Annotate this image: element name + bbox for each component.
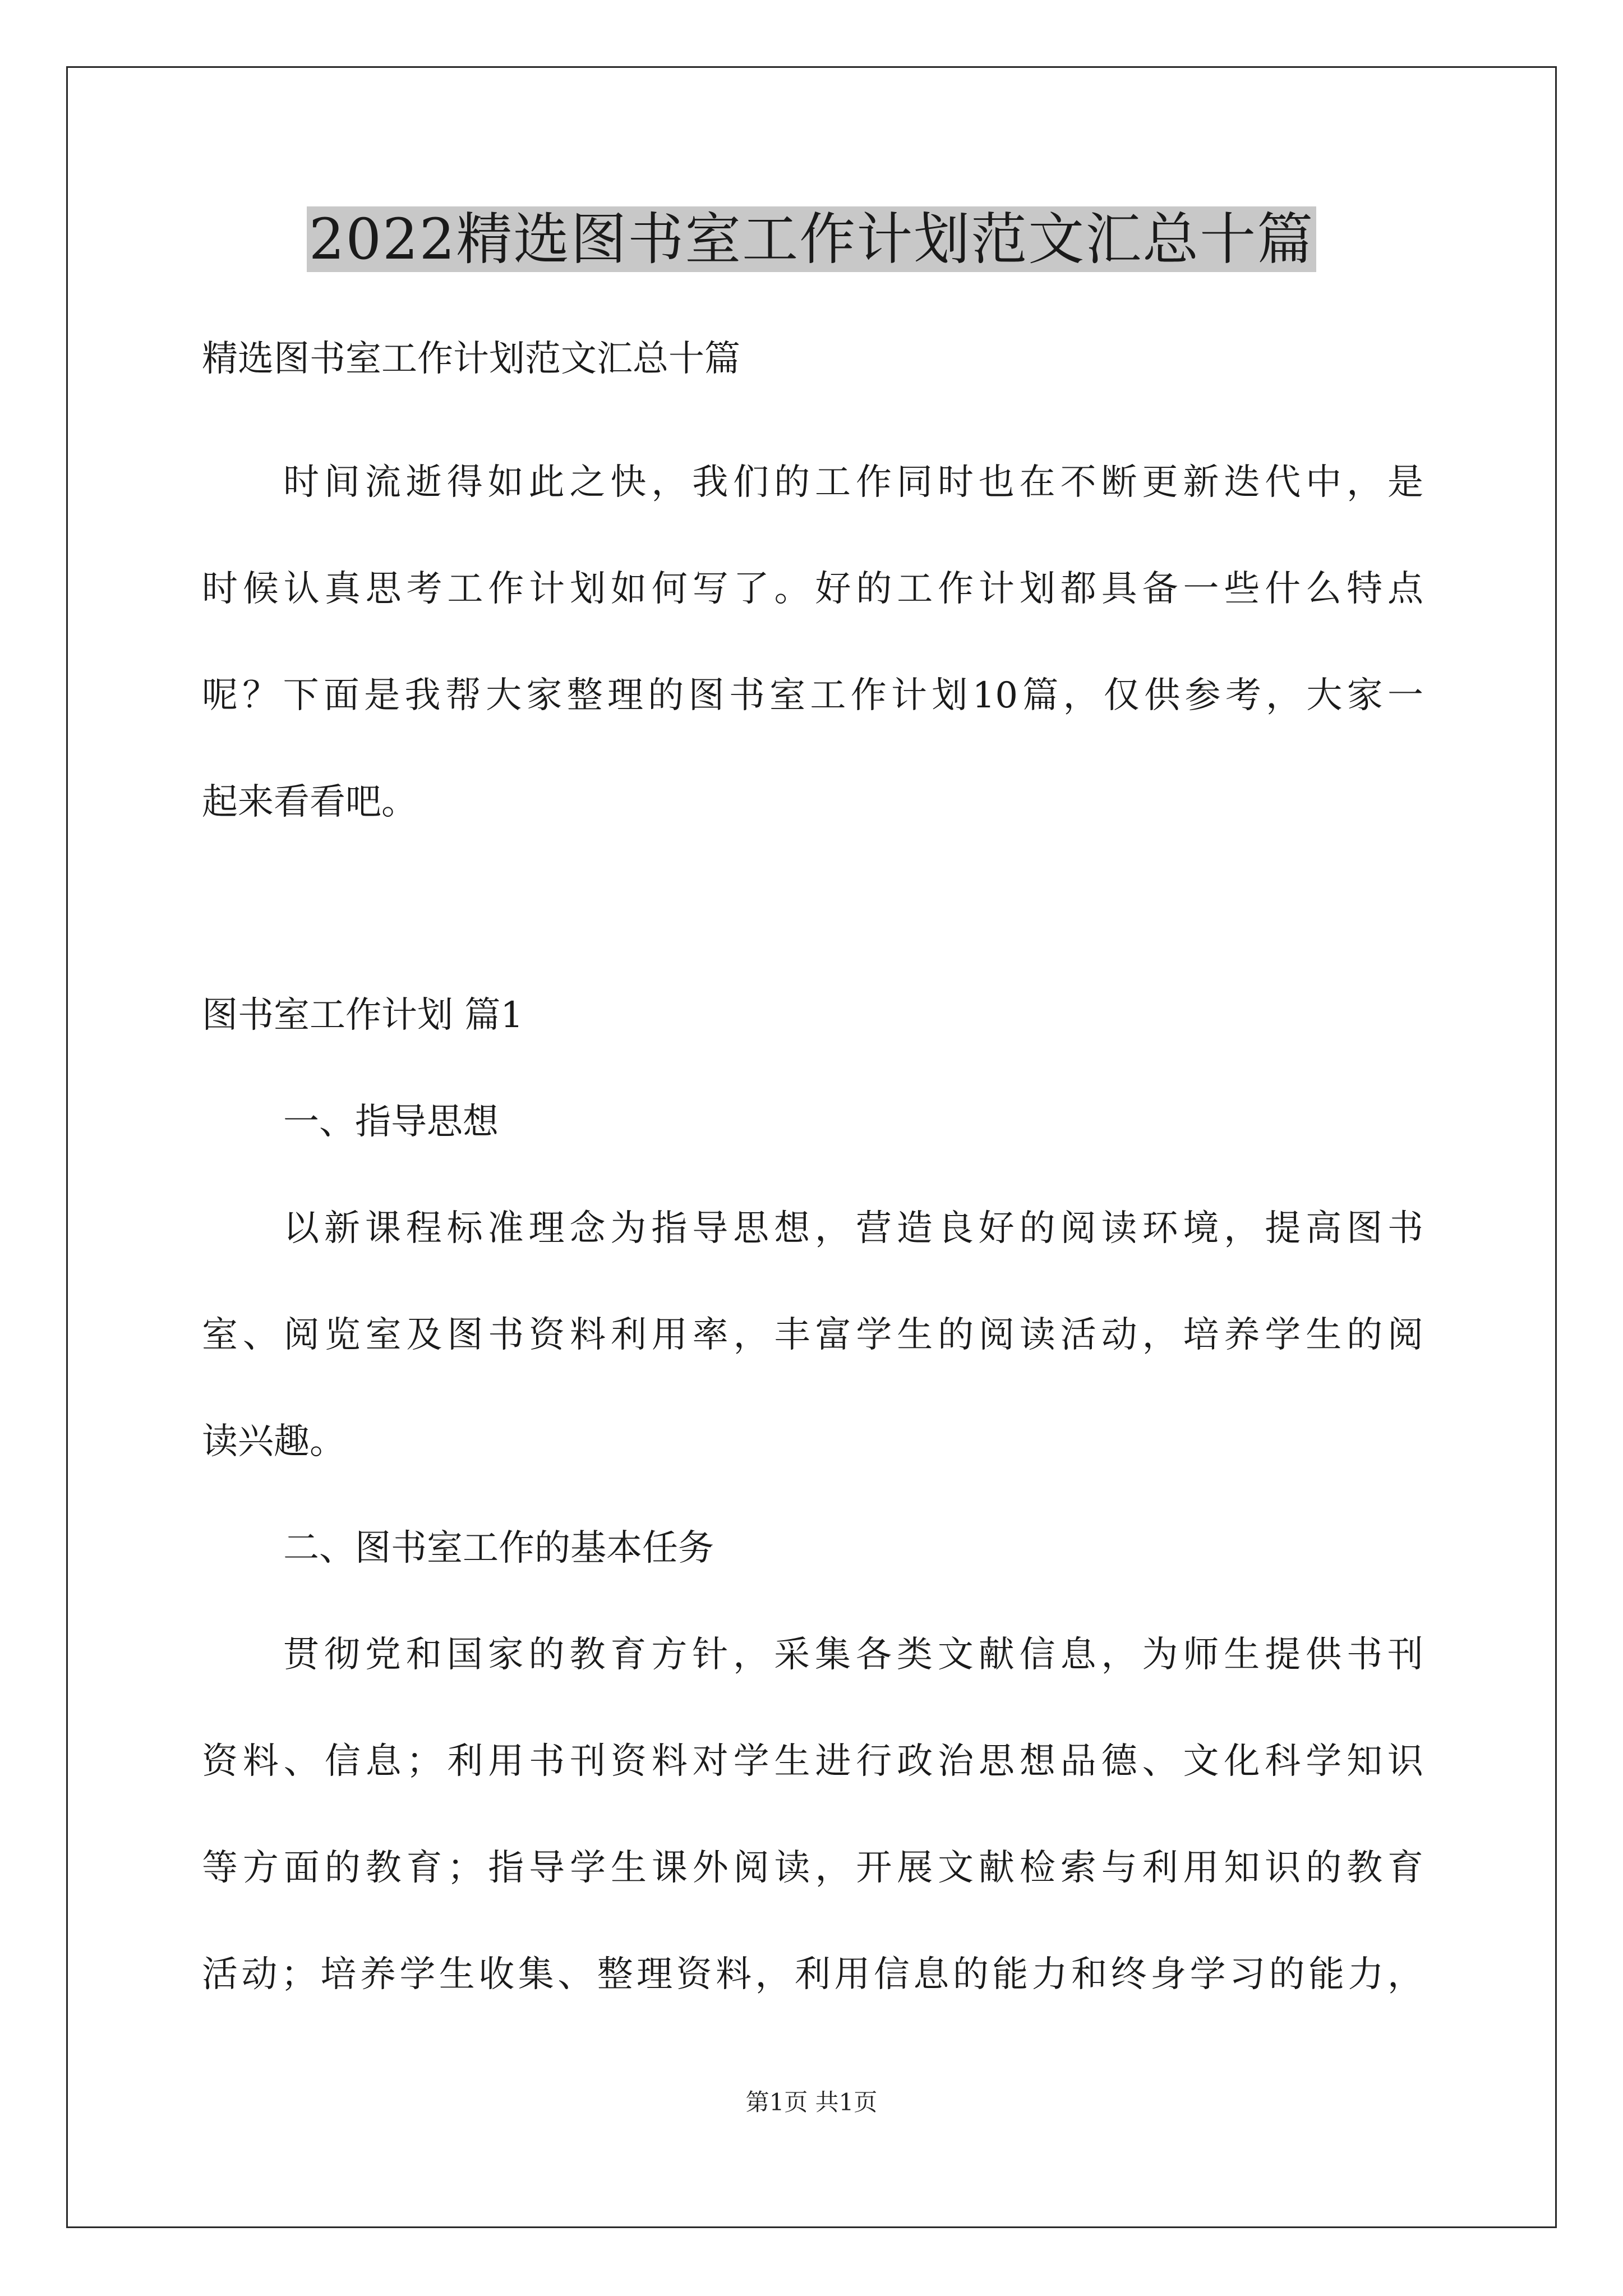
paragraph-line-7: 活动；培养学生收集、整理资料，利用信息的能力和终身学习的能力， <box>202 1954 1423 1995</box>
paragraph-line-5: 资料、信息；利用书刊资料对学生进行政治思想品德、文化科学知识 <box>202 1741 1423 1782</box>
paragraph-line-1: 以新课程标准理念为指导思想，营造良好的阅读环境，提高图书 <box>283 1208 1423 1249</box>
paragraph-line-2: 室、阅览室及图书资料利用率，丰富学生的阅读活动，培养学生的阅 <box>202 1314 1423 1356</box>
section-heading: 图书室工作计划 篇1 <box>202 995 524 1036</box>
paragraph-line-3: 读兴趣。 <box>202 1421 345 1462</box>
subtitle-line: 精选图书室工作计划范文汇总十篇 <box>202 338 740 380</box>
page-footer: 第1页 共1页 <box>745 2088 878 2116</box>
intro-line-3: 呢？下面是我帮大家整理的图书室工作计划10篇，仅供参考，大家一 <box>202 675 1423 716</box>
document-title <box>0 197 1623 282</box>
paragraph-line-6: 等方面的教育；指导学生课外阅读，开展文献检索与利用知识的教育 <box>202 1847 1423 1889</box>
heading-basic-tasks: 二、图书室工作的基本任务 <box>283 1527 714 1569</box>
document-title-text: 2022精选图书室工作计划范文汇总十篇 <box>307 206 1317 272</box>
paragraph-line-4: 贯彻党和国家的教育方针，采集各类文献信息，为师生提供书刊 <box>283 1634 1423 1676</box>
heading-guiding-thought: 一、指导思想 <box>283 1101 499 1143</box>
intro-line-1: 时间流逝得如此之快，我们的工作同时也在不断更新迭代中，是 <box>283 462 1423 503</box>
intro-line-2: 时候认真思考工作计划如何写了。好的工作计划都具备一些什么特点 <box>202 568 1423 610</box>
intro-line-4: 起来看看吧。 <box>202 781 417 823</box>
